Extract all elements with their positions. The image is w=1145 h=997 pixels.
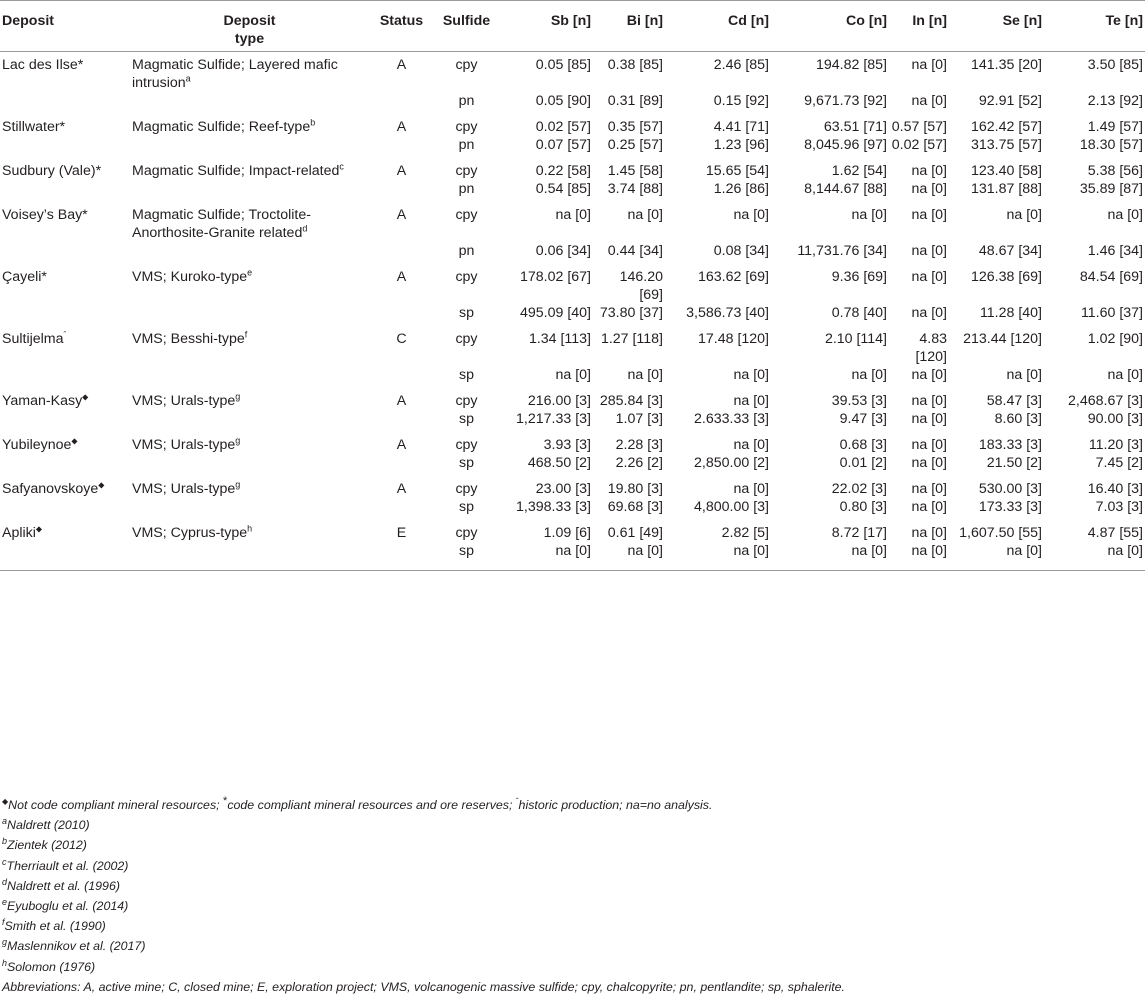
te-cell: 4.87 [55] <box>1087 525 1143 541</box>
cd-cell: 163.62 [69] <box>698 269 769 285</box>
co-cell: 0.01 [2] <box>839 455 887 471</box>
table-row <box>0 136 1145 158</box>
te-cell: 35.89 [87] <box>1079 181 1143 197</box>
deposit-status <box>369 180 434 202</box>
header-in: In [n] <box>889 1 949 52</box>
deposit-status <box>369 498 434 520</box>
co-cell: na [0] <box>851 207 887 223</box>
co-cell: na [0] <box>771 542 889 571</box>
te-cell: 7.03 [3] <box>1095 499 1143 515</box>
se-cell: na [0] <box>1006 207 1042 223</box>
sb-cell: 1.34 [113] <box>528 331 591 347</box>
in-cell: na [0] <box>911 93 947 109</box>
sulfide-cell: sp <box>434 542 499 571</box>
in-cell: 0.57 [57] <box>891 119 947 135</box>
sulfide-cell: pn <box>458 137 475 153</box>
sulfide-cell: cpy <box>455 269 478 285</box>
co-cell: 194.82 [85] <box>816 57 887 73</box>
sb-cell: 1,217.33 [3] <box>516 411 591 427</box>
co-cell: 1.62 [54] <box>831 163 887 179</box>
reference-list <box>2 815 845 977</box>
table-notes <box>2 795 845 997</box>
bi-cell: 285.84 [3] <box>599 393 663 409</box>
deposit-name: Voisey’s Bay* <box>2 207 88 223</box>
cd-cell: 2.46 [85] <box>713 57 769 73</box>
sulfide-cell: cpy <box>455 207 478 223</box>
table-row <box>0 476 1145 498</box>
deposit-status: A <box>396 393 407 409</box>
deposit-name <box>0 180 130 202</box>
sb-cell: 178.02 [67] <box>520 269 591 285</box>
deposit-type: VMS; Urals-type$^g$ <box>132 391 241 409</box>
deposit-type <box>130 304 369 326</box>
sulfide-cell: pn <box>458 243 475 259</box>
deposit-type: Magmatic Sulfide; Reef-type$^b$ <box>132 117 316 135</box>
bi-cell: 1.27 [118] <box>600 331 663 347</box>
deposit-name <box>0 304 130 326</box>
se-cell: 141.35 [20] <box>971 57 1042 73</box>
deposit-type: VMS; Kuroko-type$^e$ <box>132 267 253 285</box>
deposit-type: Magmatic Sulfide; Layered mafic intrusion$^a$ <box>132 57 338 91</box>
header-sulfide: Sulfide <box>434 1 499 52</box>
table-row <box>0 304 1145 326</box>
deposit-status: E <box>396 525 407 541</box>
cd-cell: na [0] <box>733 393 769 409</box>
deposit-status <box>369 454 434 476</box>
se-cell: 92.91 [52] <box>978 93 1042 109</box>
cd-cell: 2.633.33 [3] <box>694 411 769 427</box>
bi-cell: 2.26 [2] <box>615 455 663 471</box>
deposit-name <box>0 454 130 476</box>
te-cell: 1.02 [90] <box>1087 331 1143 347</box>
co-cell: 0.68 [3] <box>839 437 887 453</box>
te-cell: 84.54 [69] <box>1079 269 1143 285</box>
in-cell: na [0] <box>911 499 947 515</box>
cd-cell: na [0] <box>733 367 769 383</box>
deposit-name: Lac des Ilse* <box>2 57 84 73</box>
table-row <box>0 52 1145 93</box>
table-row <box>0 388 1145 410</box>
cd-cell: 15.65 [54] <box>705 163 769 179</box>
deposit-type: VMS; Urals-type$^g$ <box>132 435 241 453</box>
table-row <box>0 454 1145 476</box>
deposit-status <box>369 542 434 571</box>
header-deposit-type: Deposit type <box>130 1 369 52</box>
cd-cell: 4.41 [71] <box>713 119 769 135</box>
bi-cell: 0.61 [49] <box>607 525 663 541</box>
deposit-name: Sudbury (Vale)* <box>2 163 102 179</box>
sulfide-cell: sp <box>459 305 474 321</box>
deposit-type <box>130 92 369 114</box>
deposit-status: A <box>396 119 407 135</box>
deposit-name: Apliki◆ <box>2 524 43 541</box>
table-row <box>0 92 1145 114</box>
table-body <box>0 52 1145 571</box>
bi-cell: na [0] <box>593 542 665 571</box>
se-cell: 213.44 [120] <box>963 331 1042 347</box>
te-cell: 90.00 [3] <box>1087 411 1143 427</box>
sulfide-cell: cpy <box>455 57 478 73</box>
in-cell: na [0] <box>911 207 947 223</box>
in-cell: na [0] <box>911 181 947 197</box>
sb-cell: na [0] <box>555 207 591 223</box>
se-cell: na [0] <box>949 542 1044 571</box>
in-cell: na [0] <box>911 481 947 497</box>
reference-note: $^f$Smith et al. (1990) <box>2 917 106 934</box>
in-cell: na [0] <box>911 163 947 179</box>
deposit-type: VMS; Cyprus-type$^h$ <box>132 523 253 541</box>
co-cell: 8,045.96 [97] <box>804 137 887 153</box>
se-cell: 11.28 [40] <box>979 305 1042 321</box>
sulfide-cell: cpy <box>455 119 478 135</box>
sb-cell: 0.02 [57] <box>535 119 591 135</box>
in-cell: na [0] <box>911 437 947 453</box>
cd-cell: 3,586.73 [40] <box>686 305 769 321</box>
in-cell: na [0] <box>911 411 947 427</box>
header-bi: Bi [n] <box>593 1 665 52</box>
header-deposit: Deposit <box>0 1 130 52</box>
deposit-type <box>130 410 369 432</box>
se-cell: 58.47 [3] <box>986 393 1042 409</box>
deposit-name <box>0 92 130 114</box>
table-row <box>0 432 1145 454</box>
table-row <box>0 520 1145 542</box>
cd-cell: 4,800.00 [3] <box>694 499 769 515</box>
bi-cell: 146.20 [69] <box>619 269 663 303</box>
sb-cell: 0.07 [57] <box>535 137 591 153</box>
cd-cell: 0.15 [92] <box>713 93 769 109</box>
se-cell: 48.67 [34] <box>978 243 1042 259</box>
in-cell: na [0] <box>911 243 947 259</box>
cd-cell: 2,850.00 [2] <box>694 455 769 471</box>
deposit-name <box>0 136 130 158</box>
sulfide-cell: cpy <box>455 525 478 541</box>
te-cell: na [0] <box>1044 542 1145 571</box>
in-cell: na [0] <box>911 305 947 321</box>
deposit-type <box>130 454 369 476</box>
sulfide-cell: cpy <box>455 331 478 347</box>
deposit-status <box>369 92 434 114</box>
bi-cell: 0.31 [89] <box>607 93 663 109</box>
in-cell: na [0] <box>911 455 947 471</box>
table-row <box>0 264 1145 304</box>
te-cell: 18.30 [57] <box>1079 137 1143 153</box>
deposit-status <box>369 136 434 158</box>
sulfide-cell: cpy <box>455 393 478 409</box>
co-cell: 22.02 [3] <box>831 481 887 497</box>
deposit-type: Magmatic Sulfide; Impact-related$^c$ <box>132 161 344 179</box>
deposit-type <box>130 498 369 520</box>
te-cell: 3.50 [85] <box>1087 57 1143 73</box>
reference-note: $^b$Zientek (2012) <box>2 836 87 853</box>
te-cell: 2,468.67 [3] <box>1068 393 1143 409</box>
bi-cell: 1.07 [3] <box>615 411 663 427</box>
table-row <box>0 410 1145 432</box>
cd-cell: 0.08 [34] <box>713 243 769 259</box>
deposit-status <box>369 410 434 432</box>
cd-cell: 17.48 [120] <box>698 331 769 347</box>
se-cell: 8.60 [3] <box>994 411 1042 427</box>
cd-cell: na [0] <box>733 437 769 453</box>
se-cell: 21.50 [2] <box>986 455 1042 471</box>
reference-note: $^e$Eyuboglu et al. (2014) <box>2 896 129 914</box>
legend-note: ◆Not code compliant mineral resources; *code compliant mineral resources and ore reserves; $^ˆ$historic production; na=no analysis. <box>2 794 713 812</box>
header-co: Co [n] <box>771 1 889 52</box>
deposit-name <box>0 542 130 571</box>
in-cell: na [0] <box>911 367 947 383</box>
sb-cell: 0.54 [85] <box>535 181 591 197</box>
se-cell: 123.40 [58] <box>971 163 1042 179</box>
deposit-status: A <box>396 207 407 223</box>
co-cell: 11,731.76 [34] <box>797 243 887 259</box>
co-cell: 63.51 [71] <box>823 119 887 135</box>
se-cell: 173.33 [3] <box>978 499 1042 515</box>
co-cell: 9,671.73 [92] <box>804 93 887 109</box>
in-cell: 4.83 [120] <box>915 331 947 365</box>
bi-cell: 19.80 [3] <box>607 481 663 497</box>
sb-cell: 468.50 [2] <box>527 455 591 471</box>
table-row <box>0 202 1145 242</box>
bi-cell: 0.25 [57] <box>607 137 663 153</box>
cd-cell: na [0] <box>733 481 769 497</box>
cd-cell: 1.26 [86] <box>713 181 769 197</box>
co-cell: 0.78 [40] <box>831 305 887 321</box>
se-cell: na [0] <box>1006 367 1042 383</box>
in-cell: na [0] <box>911 57 947 73</box>
in-cell: na [0] <box>911 393 947 409</box>
cd-cell: na [0] <box>665 542 771 571</box>
sb-cell: 1.09 [6] <box>543 525 591 541</box>
te-cell: na [0] <box>1107 207 1143 223</box>
in-cell: na [0] <box>889 542 949 571</box>
reference-note: $^h$Solomon (1976) <box>2 957 96 974</box>
co-cell: 9.36 [69] <box>831 269 887 285</box>
deposit-name: Safyanovskoye◆ <box>2 480 105 497</box>
header-se: Se [n] <box>949 1 1044 52</box>
sb-cell: 0.22 [58] <box>535 163 591 179</box>
deposit-type <box>130 366 369 388</box>
abbreviations-note: Abbreviations: A, active mine; C, closed mine; E, exploration project; VMS, volcanogenic massive sulfide; cpy, chalcopyrite; pn, pentlandite; sp, sphalerite. <box>2 979 845 994</box>
table-row <box>0 542 1145 571</box>
table-row <box>0 366 1145 388</box>
deposit-status: A <box>396 437 407 453</box>
deposit-type <box>130 542 369 571</box>
se-cell: 313.75 [57] <box>971 137 1042 153</box>
se-cell: 131.87 [88] <box>971 181 1042 197</box>
header-status: Status <box>369 1 434 52</box>
te-cell: na [0] <box>1107 367 1143 383</box>
bi-cell: 3.74 [88] <box>607 181 663 197</box>
co-cell: 0.80 [3] <box>839 499 887 515</box>
sulfide-cell: sp <box>459 411 474 427</box>
deposit-name <box>0 366 130 388</box>
co-cell: 2.10 [114] <box>824 331 887 347</box>
deposit-name <box>0 498 130 520</box>
se-cell: 126.38 [69] <box>971 269 1042 285</box>
sb-cell: na [0] <box>499 542 593 571</box>
reference-note: $^a$Naldrett (2010) <box>2 816 90 833</box>
cd-cell: 2.82 [5] <box>721 525 769 541</box>
bi-cell: na [0] <box>627 367 663 383</box>
se-cell: 162.42 [57] <box>971 119 1042 135</box>
bi-cell: 2.28 [3] <box>615 437 663 453</box>
bi-cell: 0.38 [85] <box>607 57 663 73</box>
sb-cell: 216.00 [3] <box>527 393 591 409</box>
se-cell: 183.33 [3] <box>978 437 1042 453</box>
deposit-type: VMS; Besshi-type$^f$ <box>132 329 248 347</box>
sb-cell: 1,398.33 [3] <box>516 499 591 515</box>
deposit-name: Yaman-Kasy◆ <box>2 392 89 409</box>
deposit-status <box>369 242 434 264</box>
table-row <box>0 114 1145 136</box>
deposit-type <box>130 136 369 158</box>
reference-note: $^c$Therriault et al. (2002) <box>2 856 129 873</box>
deposit-name <box>0 410 130 432</box>
header-sb: Sb [n] <box>499 1 593 52</box>
in-cell: na [0] <box>911 269 947 285</box>
te-cell: 7.45 [2] <box>1095 455 1143 471</box>
deposit-name: Yubileynoe◆ <box>2 436 78 453</box>
deposit-name: Sultijelma$^ˆ$ <box>2 330 67 347</box>
bi-cell: na [0] <box>627 207 663 223</box>
te-cell: 5.38 [56] <box>1087 163 1143 179</box>
sulfide-cell: cpy <box>455 481 478 497</box>
sb-cell: 3.93 [3] <box>543 437 591 453</box>
deposit-type: Magmatic Sulfide; Troctolite-Anorthosite-Granite related$^d$ <box>132 207 311 241</box>
sulfide-cell: sp <box>459 499 474 515</box>
deposit-status <box>369 366 434 388</box>
header-cd: Cd [n] <box>665 1 771 52</box>
sb-cell: 495.09 [40] <box>520 305 591 321</box>
in-cell: 0.02 [57] <box>891 137 947 153</box>
table-row <box>0 180 1145 202</box>
reference-note: $^g$Maslennikov et al. (2017) <box>2 937 146 954</box>
co-cell: 9.47 [3] <box>839 411 887 427</box>
sb-cell: na [0] <box>555 367 591 383</box>
table-row <box>0 242 1145 264</box>
deposit-name <box>0 242 130 264</box>
sb-cell: 23.00 [3] <box>535 481 591 497</box>
bi-cell: 0.44 [34] <box>607 243 663 259</box>
table-row <box>0 326 1145 366</box>
cd-cell: na [0] <box>733 207 769 223</box>
deposit-status: C <box>396 331 407 347</box>
deposit-status <box>369 304 434 326</box>
sb-cell: 0.06 [34] <box>535 243 591 259</box>
se-cell: 1,607.50 [55] <box>959 525 1042 541</box>
deposit-status: A <box>396 163 407 179</box>
sulfide-cell: sp <box>459 367 474 383</box>
cd-cell: 1.23 [96] <box>713 137 769 153</box>
reference-note: $^d$Naldrett et al. (1996) <box>2 876 120 893</box>
co-cell: 8,144.67 [88] <box>804 181 887 197</box>
deposit-type <box>130 242 369 264</box>
deposit-name: Çayeli* <box>2 269 47 285</box>
co-cell: 8.72 [17] <box>831 525 887 541</box>
deposit-type <box>130 180 369 202</box>
bi-cell: 1.45 [58] <box>607 163 663 179</box>
deposit-status: A <box>396 269 407 285</box>
deposit-name: Stillwater* <box>2 119 66 135</box>
te-cell: 11.60 [37] <box>1080 305 1143 321</box>
header-te: Te [n] <box>1044 1 1145 52</box>
co-cell: na [0] <box>851 367 887 383</box>
te-cell: 1.49 [57] <box>1087 119 1143 135</box>
table-row <box>0 158 1145 180</box>
sulfide-cell: cpy <box>455 163 478 179</box>
deposit-status: A <box>396 57 407 73</box>
te-cell: 2.13 [92] <box>1087 93 1143 109</box>
sb-cell: 0.05 [85] <box>535 57 591 73</box>
te-cell: 16.40 [3] <box>1087 481 1143 497</box>
se-cell: 530.00 [3] <box>978 481 1042 497</box>
sulfide-cell: pn <box>458 93 475 109</box>
sb-cell: 0.05 [90] <box>535 93 591 109</box>
sulfide-cell: cpy <box>455 437 478 453</box>
deposit-status: A <box>396 481 407 497</box>
table-header <box>0 1 1145 52</box>
deposit-type: VMS; Urals-type$^g$ <box>132 479 241 497</box>
te-cell: 11.20 [3] <box>1088 437 1143 453</box>
sulfide-cell: pn <box>458 181 475 197</box>
in-cell: na [0] <box>911 525 947 541</box>
bi-cell: 0.35 [57] <box>607 119 663 135</box>
table-row <box>0 498 1145 520</box>
co-cell: 39.53 [3] <box>831 393 887 409</box>
sulfide-cell: sp <box>459 455 474 471</box>
bi-cell: 69.68 [3] <box>607 499 663 515</box>
te-cell: 1.46 [34] <box>1087 243 1143 259</box>
bi-cell: 73.80 [37] <box>599 305 663 321</box>
